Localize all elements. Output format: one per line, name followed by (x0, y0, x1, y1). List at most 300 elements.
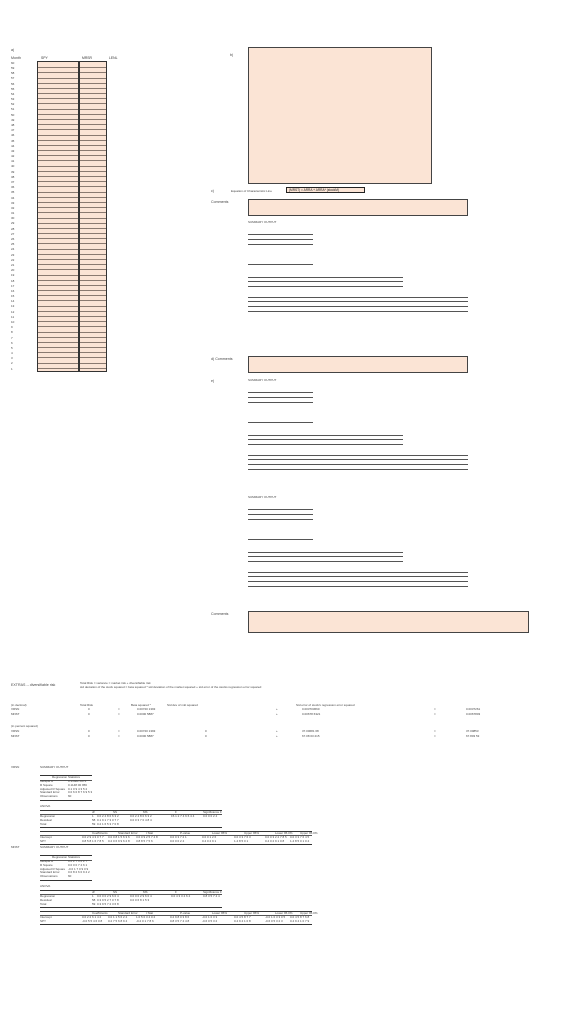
grid-row-line (80, 269, 106, 270)
coef-u95b: 0.0 4 5 8 7 6 8 (290, 915, 310, 919)
coef-u95b: 0.4 9 4 1 0 7 9 (290, 918, 310, 923)
anova-header: df (92, 809, 95, 814)
d-comments-label: d) Comments (211, 357, 233, 361)
extras-result: 37.00853 (466, 729, 479, 733)
vrsn-ticker: VRSN (11, 765, 20, 769)
reg-stats-title: Regression Statistics (52, 855, 81, 859)
month-index: 49 (11, 117, 15, 122)
grid-row-line (38, 285, 78, 286)
anova-f: 15.1 2 7 4 6 6 4 4 (171, 814, 195, 818)
month-index: 4 (11, 351, 13, 356)
extras-eq: = (118, 707, 120, 711)
extras-err[interactable]: 37.00681 68 (302, 729, 319, 733)
reg-stat-label: R Square (40, 862, 53, 867)
month-index: 57 (11, 76, 15, 81)
coef-t: 3.8 8 5 7 5 6 (136, 838, 153, 843)
reg-stat-value: 0.0 6 0 8 7 6 9 5 3 (68, 790, 93, 795)
grid-row-line (38, 150, 78, 151)
summary-line (248, 297, 468, 298)
extras-plus: + (276, 733, 278, 738)
grid-row-line (38, 228, 78, 229)
anova-header: F (175, 889, 177, 894)
coef-header: Upper 95% (244, 910, 260, 915)
month-index: 55 (11, 86, 15, 91)
coef-t: -0.2 0 1 7 8 6 (136, 918, 154, 923)
grid-row-line (38, 212, 78, 213)
grid-row-line (38, 181, 78, 182)
coef-header: Standard Error (118, 830, 138, 835)
month-index: 50 (11, 112, 15, 117)
coef-u95: 0.0 3 3 7 6 3 (234, 835, 251, 839)
summary-line (248, 422, 313, 423)
month-index: 34 (11, 195, 15, 200)
month-index: 29 (11, 221, 15, 226)
grid-row-line (38, 243, 78, 244)
anova-ss: 0.3 9 5 2 7 0 7 8 (97, 897, 119, 902)
coef-l95: 0.0 0 1 2 6 (202, 835, 217, 839)
coef-l95: -0.6 0 5 3 2 (202, 918, 218, 923)
month-index: 2 (11, 361, 13, 366)
reg-stat-value: 0.1 0 9 4 3 5 2 (68, 786, 88, 791)
month-index: 52 (11, 102, 15, 107)
grid-row-line (80, 295, 106, 296)
month-index: 11 (11, 314, 15, 319)
grid-row-line (80, 316, 106, 317)
month-index: 8 (11, 330, 13, 335)
coef-header: Upper 95.0% (300, 910, 318, 915)
month-index: 26 (11, 237, 15, 242)
grid-row-line (80, 109, 106, 110)
month-index: 33 (11, 200, 15, 205)
grid-row-line (80, 135, 106, 136)
reg-stat-label: Multiple R (40, 779, 54, 783)
month-index: 3 (11, 356, 13, 361)
grid-row-line (80, 290, 106, 291)
grid-row-line (80, 145, 106, 146)
coef-header: t Stat (146, 910, 154, 915)
grid-row-line (80, 171, 106, 172)
coef-bottom-rule (40, 844, 312, 845)
anova-header: SS (113, 889, 118, 894)
extras-formula-line2: std deviation of the stock squared = beta squared * std deviation of the market squared + std error of the stocks regression error squared (80, 685, 262, 689)
month-index: 59 (11, 65, 15, 70)
month-index-column (11, 61, 35, 372)
equation-label: Equation of Characteristic Line (231, 189, 272, 193)
summary-output-2: SUMMARY OUTPUT (248, 378, 277, 382)
grid-row-line (38, 67, 78, 68)
month-index: 47 (11, 128, 15, 133)
coef-t: 1.0 5 0 3 4 0 2 (136, 915, 156, 919)
col-header-lenl[interactable]: LENL (109, 56, 118, 60)
coef-l95: 0.4 0 2 9 1 (202, 838, 217, 843)
grid-row-line (38, 306, 78, 307)
grid-row-line (80, 332, 106, 333)
grid-row-line (80, 275, 106, 276)
col-header-mrsr[interactable]: MRSR (82, 56, 92, 60)
grid-row-line (80, 207, 106, 208)
grid-row-line (38, 135, 78, 136)
anova-header: Significance F (203, 889, 222, 894)
month-index: 43 (11, 148, 15, 153)
month-index: 28 (11, 226, 15, 231)
col-std-err: Std error of stock's regression error squared (296, 703, 355, 707)
grid-row-line (80, 249, 106, 250)
grid-row-line (38, 264, 78, 265)
month-index: 9 (11, 325, 13, 330)
grid-row-line (80, 160, 106, 161)
coef-header: Upper 95.0% (300, 830, 318, 835)
coef-header: t Stat (146, 830, 154, 835)
month-index: 30 (11, 216, 15, 221)
grid-row-line (80, 368, 106, 369)
coef-se: 0.2 7 5 6 8 9 4 (108, 918, 128, 923)
comments-box-2[interactable] (248, 611, 529, 633)
summary-line (248, 444, 403, 445)
extras-eq: = (434, 733, 436, 738)
grid-row-line (38, 207, 78, 208)
grid-row-line (38, 103, 78, 104)
col-beta-squared: Beta squared * (131, 703, 151, 707)
coef-header: Lower 95% (212, 830, 228, 835)
summary-line (248, 561, 403, 562)
coef-header: Lower 95% (212, 910, 228, 915)
reg-stat-value: 60 (68, 794, 72, 799)
summary-line (248, 435, 403, 436)
mnst-summary-output: SUMMARY OUTPUT (40, 845, 69, 849)
grid-row-line (38, 124, 78, 125)
month-index: 51 (11, 107, 15, 112)
month-label: Month (11, 56, 21, 60)
extras-plus: + (276, 729, 278, 733)
grid-row-line (80, 363, 106, 364)
extras-eq: = (434, 711, 436, 716)
extras-mkt[interactable]: 0 (205, 729, 207, 733)
coef-u95: 1.4 8 5 0 1 (234, 838, 249, 843)
extras-eq: = (118, 711, 120, 716)
grid-row-line (80, 218, 106, 219)
coef-row-label: Intercept (40, 915, 52, 919)
grid-row-line (38, 88, 78, 89)
summary-line (248, 234, 313, 235)
reg-stats-bottom-rule (40, 800, 92, 801)
col-header-spy[interactable]: SPY (41, 56, 48, 60)
grid-row-line (38, 254, 78, 255)
summary-line (248, 281, 403, 282)
anova-row-label: Residual (40, 897, 52, 902)
extras-err[interactable]: 0.00678 6321 (302, 711, 321, 716)
grid-row-line (80, 300, 106, 301)
summary-line (248, 464, 468, 465)
anova-title: ANOVA (40, 884, 51, 888)
anova-header: MS (143, 889, 148, 894)
grid-row-line (80, 103, 106, 104)
month-index: 31 (11, 211, 15, 216)
grid-row-line (38, 363, 78, 364)
month-index: 19 (11, 273, 15, 278)
grid-row-line (80, 176, 106, 177)
month-index: 60 (11, 60, 15, 65)
anova-ms: 0.0 0 3 7 0 4 8 4 (130, 817, 152, 822)
reg-stat-label: Standard Error (40, 790, 60, 795)
reg-stat-label: Observations (40, 874, 58, 879)
anova-row-label: Total (40, 901, 47, 906)
grid-row-line (80, 347, 106, 348)
comments-box-d[interactable] (248, 356, 468, 373)
anova-row-label: Residual (40, 817, 52, 822)
month-index: 22 (11, 257, 15, 262)
summary-line (248, 286, 403, 287)
coef-header: Standard Error (118, 910, 138, 915)
col-total-risk: Total Risk (80, 703, 94, 707)
grid-row-line (38, 83, 78, 84)
reg-stat-value: 0.33882 0274 (68, 779, 87, 783)
grid-row-line (38, 223, 78, 224)
spy-input-column[interactable] (37, 61, 79, 372)
month-index: 56 (11, 81, 15, 86)
grid-row-line (80, 264, 106, 265)
summary-line (248, 552, 403, 553)
reg-stat-value: 60 (68, 874, 72, 879)
summary-line (248, 455, 468, 456)
decimal-header: (in decimal) (11, 703, 27, 707)
anova-f: 0.0 4 3 3 4 6 4 (171, 894, 191, 898)
month-index: 5 (11, 345, 13, 350)
comments-label-1: Comments (211, 200, 229, 204)
grid-row-line (38, 238, 78, 239)
grid-row-line (38, 192, 78, 193)
grid-row-line (38, 160, 78, 161)
extras-beta[interactable]: 0.0000 5887 (137, 733, 154, 738)
extras-err[interactable]: 0.003703660 (302, 707, 320, 711)
coef-row-label: SPY (40, 838, 47, 843)
reg-stat-label: Multiple R (40, 859, 54, 863)
anova-df: 1 (92, 814, 94, 818)
grid-row-line (80, 223, 106, 224)
anova-row-label: Regression (40, 894, 56, 898)
grid-row-line (38, 140, 78, 141)
coef-header: P-value (180, 830, 191, 835)
reg-stat-value: -0.0 1 7 0 9 0 9 (68, 866, 89, 871)
grid-row-line (80, 98, 106, 99)
extras-result: 67.803 53 (466, 733, 480, 738)
month-index: 24 (11, 247, 15, 252)
grid-row-line (80, 129, 106, 130)
summary-line (248, 576, 468, 577)
reg-stat-value: 0.0 8 2 6 0 9 4 2 (68, 870, 90, 875)
percent-header: (in percent squared) (11, 724, 38, 728)
extras-eq: = (434, 729, 436, 733)
summary-line (248, 519, 313, 520)
month-index: 15 (11, 294, 15, 299)
extras-result: 0.0037261 (466, 707, 481, 711)
grid-row-line (80, 202, 106, 203)
coef-p: 0.0 0 0 2 4 (170, 838, 185, 843)
summary-line (248, 459, 468, 460)
grid-row-line (80, 93, 106, 94)
grid-row-line (38, 337, 78, 338)
extras-result: 0.0067803 (466, 711, 481, 716)
grid-row-line (80, 254, 106, 255)
month-index: 21 (11, 262, 15, 267)
grid-row-line (38, 171, 78, 172)
grid-row-line (38, 197, 78, 198)
grid-row-line (38, 218, 78, 219)
grid-row-line (80, 357, 106, 358)
grid-row-line (80, 228, 106, 229)
grid-row-line (80, 238, 106, 239)
grid-row-line (80, 306, 106, 307)
anova-row-label: Total (40, 821, 47, 826)
summary-line (248, 301, 468, 302)
anova-df: 1 (92, 894, 94, 898)
extras-total[interactable]: 0 (88, 711, 90, 716)
anova-ss: 0.2 1 6 5 3 7 0 8 (97, 821, 119, 826)
grid-row-line (80, 72, 106, 73)
coef-l95b: -0.6 0 5 3 2 3 (265, 918, 283, 923)
grid-row-line (80, 212, 106, 213)
grid-row-line (38, 352, 78, 353)
anova-sig: 0.0 0 0 2 4 (203, 814, 218, 818)
extras-eq: = (434, 707, 436, 711)
grid-row-line (38, 176, 78, 177)
month-index: 39 (11, 169, 15, 174)
grid-row-line (38, 145, 78, 146)
extras-ticker: MNST (11, 711, 20, 716)
extras-err[interactable]: 67.08 03 215 (302, 733, 320, 738)
coef-header: P-value (180, 910, 191, 915)
grid-row-line (80, 83, 106, 84)
mnst-ticker: MNST (11, 845, 20, 849)
extras-beta[interactable]: 0.00720 1393 (137, 729, 156, 733)
grid-row-line (80, 311, 106, 312)
reg-stat-label: Standard Error (40, 870, 60, 875)
grid-row-line (80, 243, 106, 244)
summary-line (248, 392, 313, 393)
comments-label-2: Comments (211, 612, 229, 616)
extras-mkt[interactable]: 0 (205, 733, 207, 738)
extras-total[interactable]: 0 (88, 733, 90, 738)
extras-plus: + (276, 711, 278, 716)
month-index: 53 (11, 97, 15, 102)
summary-line (248, 239, 313, 240)
grid-row-line (38, 129, 78, 130)
anova-ss: 0.3 9 5 7 2 3 6 8 (97, 901, 119, 906)
month-index: 58 (11, 71, 15, 76)
summary-output-1: SUMMARY OUTPUT (248, 220, 277, 224)
month-index: 48 (11, 123, 15, 127)
anova-df: 59 (92, 821, 96, 826)
reg-stat-label: Adjusted R Square (40, 786, 66, 791)
month-index: 44 (11, 143, 15, 148)
scatter-chart-placeholder[interactable] (248, 47, 432, 184)
month-index: 41 (11, 159, 15, 164)
coef-header: Lower 95.0% (275, 910, 293, 915)
grid-row-line (80, 119, 106, 120)
grid-row-line (80, 337, 106, 338)
grid-row-line (80, 88, 106, 89)
month-index: 42 (11, 154, 15, 159)
anova-header: MS (143, 809, 148, 814)
grid-row-line (38, 166, 78, 167)
reg-stats-title: Regression Statistics (52, 775, 81, 779)
summary-line (248, 277, 403, 278)
month-index: 54 (11, 91, 15, 96)
grid-row-line (80, 280, 106, 281)
grid-row-line (38, 98, 78, 99)
coef-c: 0.0 2 9 4 3 0 7 7 (82, 835, 104, 839)
equation-input[interactable]: (MRST) = ARRA + ARRA* (stockM) (286, 187, 365, 193)
grid-row-line (80, 326, 106, 327)
anova-header: F (175, 809, 177, 814)
coef-l95b: -0.0 1 0 3 3 0 5 (265, 915, 286, 919)
grid-row-line (80, 186, 106, 187)
reg-stat-value: 0.0 0 0 7 4 6 1 (68, 862, 88, 867)
extras-ticker: VRSN (11, 707, 20, 711)
summary-line (248, 586, 468, 587)
month-index: 18 (11, 278, 15, 283)
grid-row-line (38, 280, 78, 281)
grid-row-line (38, 332, 78, 333)
extras-beta[interactable]: 0.0000 5887 (137, 711, 154, 716)
coef-top-rule (40, 911, 312, 912)
extras-total[interactable]: 0 (88, 707, 90, 711)
summary-output-3: SUMMARY OUTPUT (248, 495, 277, 499)
summary-line (248, 539, 313, 540)
coef-u95: 0.4 9 4 1 0 8 (234, 918, 251, 923)
reg-stats-bottom-rule (40, 880, 92, 881)
coef-c: 0.8 5 8 1 6 7 8 5 (82, 838, 104, 843)
coef-t: 3.0 0 9 2 5 7 4 8 (136, 835, 158, 839)
coef-p: 0.0 0 3 7 2 1 (170, 835, 187, 839)
month-index: 6 (11, 340, 13, 345)
anova-top-rule (40, 890, 222, 891)
coef-row-label: SPY (40, 918, 47, 923)
extras-beta[interactable]: 0.00720 1393 (137, 707, 156, 711)
reg-stat-value: 0.0 2 7 3 6 2 7 (68, 859, 88, 863)
extras-plus: + (276, 707, 278, 711)
extras-total[interactable]: 0 (88, 729, 90, 733)
month-index: 7 (11, 335, 13, 340)
grid-row-line (80, 155, 106, 156)
month-index: 10 (11, 319, 15, 324)
grid-row-line (38, 275, 78, 276)
reg-stat-label: Observations (40, 794, 58, 799)
grid-row-line (38, 119, 78, 120)
grid-row-line (80, 166, 106, 167)
grid-row-line (80, 78, 106, 79)
summary-line (248, 311, 468, 312)
grid-row-line (38, 269, 78, 270)
anova-ss: 0.1 9 1 7 3 0 7 7 (97, 817, 119, 822)
grid-row-line (38, 357, 78, 358)
anova-ms: 0.0 0 0 2 9 6 0 4 (130, 894, 152, 898)
anova-ss: 0.0 0 0 2 9 6 0 4 (97, 894, 119, 898)
grid-row-line (80, 197, 106, 198)
coef-l95: -0.0 1 0 3 3 (202, 915, 218, 919)
grid-row-line (38, 326, 78, 327)
cell-a-label: a) (11, 48, 15, 52)
mrsr-input-column[interactable] (79, 61, 107, 372)
reg-stat-label: Adjusted R Square (40, 866, 66, 871)
grid-row-line (80, 192, 106, 193)
coef-se: 0.2 0 6 9 9 6 2 8 (108, 838, 130, 843)
coef-u95: 0.0 4 5 8 7 7 (234, 915, 251, 919)
grid-row-line (38, 368, 78, 369)
extras-eq: = (118, 729, 120, 733)
grid-row-line (38, 233, 78, 234)
comments-box-1[interactable] (248, 199, 468, 216)
extras-formula-line1: Total Risk = variance = market risk + diversifiable risk (80, 681, 151, 685)
